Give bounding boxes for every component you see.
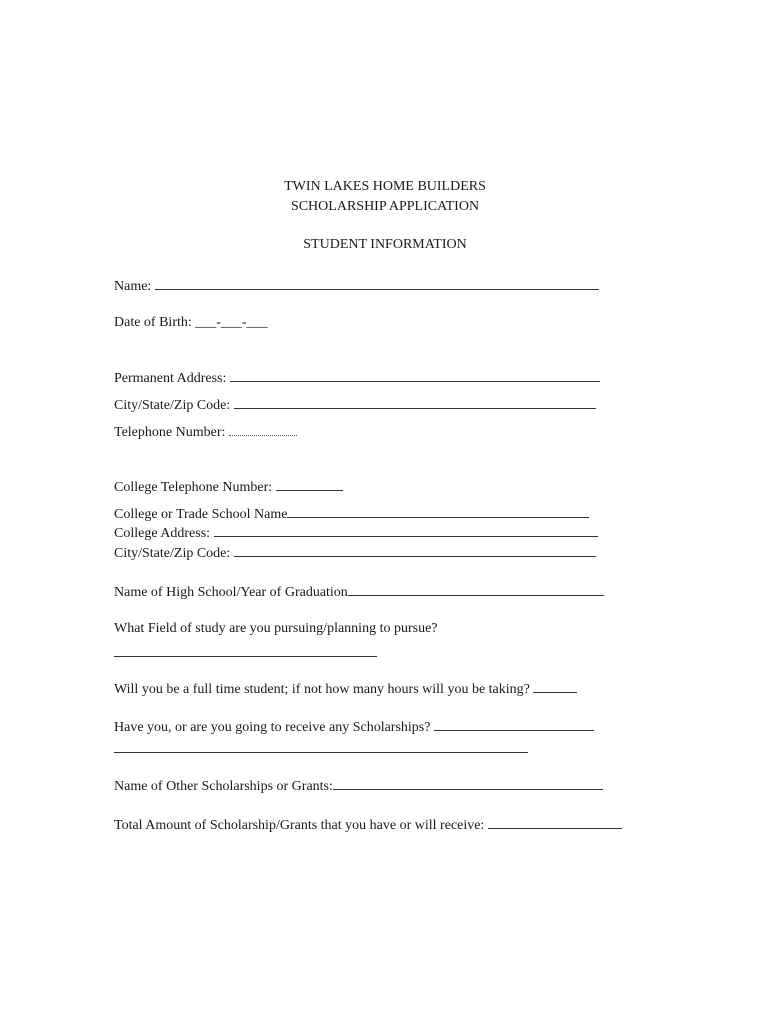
other-scholarships-label: Name of Other Scholarships or Grants: [114,779,333,794]
college-name-row [114,505,589,523]
permanent-address-field[interactable] [230,369,600,382]
name-field[interactable] [155,277,599,290]
telephone-label: Telephone Number: [114,425,226,440]
full-time-field[interactable] [533,680,577,693]
scholarships-label: Have you, or are you going to receive any Scholarships? [114,720,431,735]
full-time-label: Will you be a full time student; if not how many hours will you be taking? [114,682,530,697]
name-row [114,277,599,295]
dob-row [114,315,268,331]
college-address-row [114,524,598,542]
dob-label: Date of Birth: [114,315,192,330]
other-scholarships-row [114,777,603,795]
college-city-state-zip-row [114,544,596,562]
telephone-row [114,423,297,441]
college-telephone-row [114,478,343,496]
field-of-study-field[interactable] [114,656,377,657]
college-telephone-label: College Telephone Number: [114,480,273,495]
high-school-field[interactable] [348,583,604,596]
telephone-field[interactable] [229,423,297,436]
city-state-zip-row [114,396,596,414]
scholarships-field[interactable] [434,718,594,731]
permanent-address-label: Permanent Address: [114,371,227,386]
name-label: Name: [114,279,152,294]
college-address-field[interactable] [214,524,598,537]
college-name-field[interactable] [287,505,589,518]
high-school-row [114,583,604,601]
full-time-row [114,680,577,698]
form-title: SCHOLARSHIP APPLICATION [290,199,480,214]
total-amount-label: Total Amount of Scholarship/Grants that you have or will receive: [114,818,485,833]
org-name: TWIN LAKES HOME BUILDERS [284,179,486,194]
permanent-address-row [114,369,600,387]
college-telephone-field[interactable] [276,478,343,491]
college-city-state-zip-field[interactable] [234,544,596,557]
college-city-state-zip-label: City/State/Zip Code: [114,546,231,561]
field-of-study-label: What Field of study are you pursuing/planning to pursue? [114,621,438,636]
total-amount-field[interactable] [488,816,622,829]
scholarships-field-continued[interactable] [114,752,528,753]
city-state-zip-label: City/State/Zip Code: [114,398,231,413]
field-of-study-row [114,621,438,637]
high-school-label: Name of High School/Year of Graduation [114,585,348,600]
other-scholarships-field[interactable] [333,777,603,790]
college-address-label: College Address: [114,526,211,541]
section-heading: STUDENT INFORMATION [303,237,467,252]
scholarships-row [114,718,594,736]
college-name-label: College or Trade School Name [114,507,288,522]
dob-field[interactable]: ___-___-___ [195,315,268,330]
total-amount-row [114,816,622,834]
city-state-zip-field[interactable] [234,396,596,409]
